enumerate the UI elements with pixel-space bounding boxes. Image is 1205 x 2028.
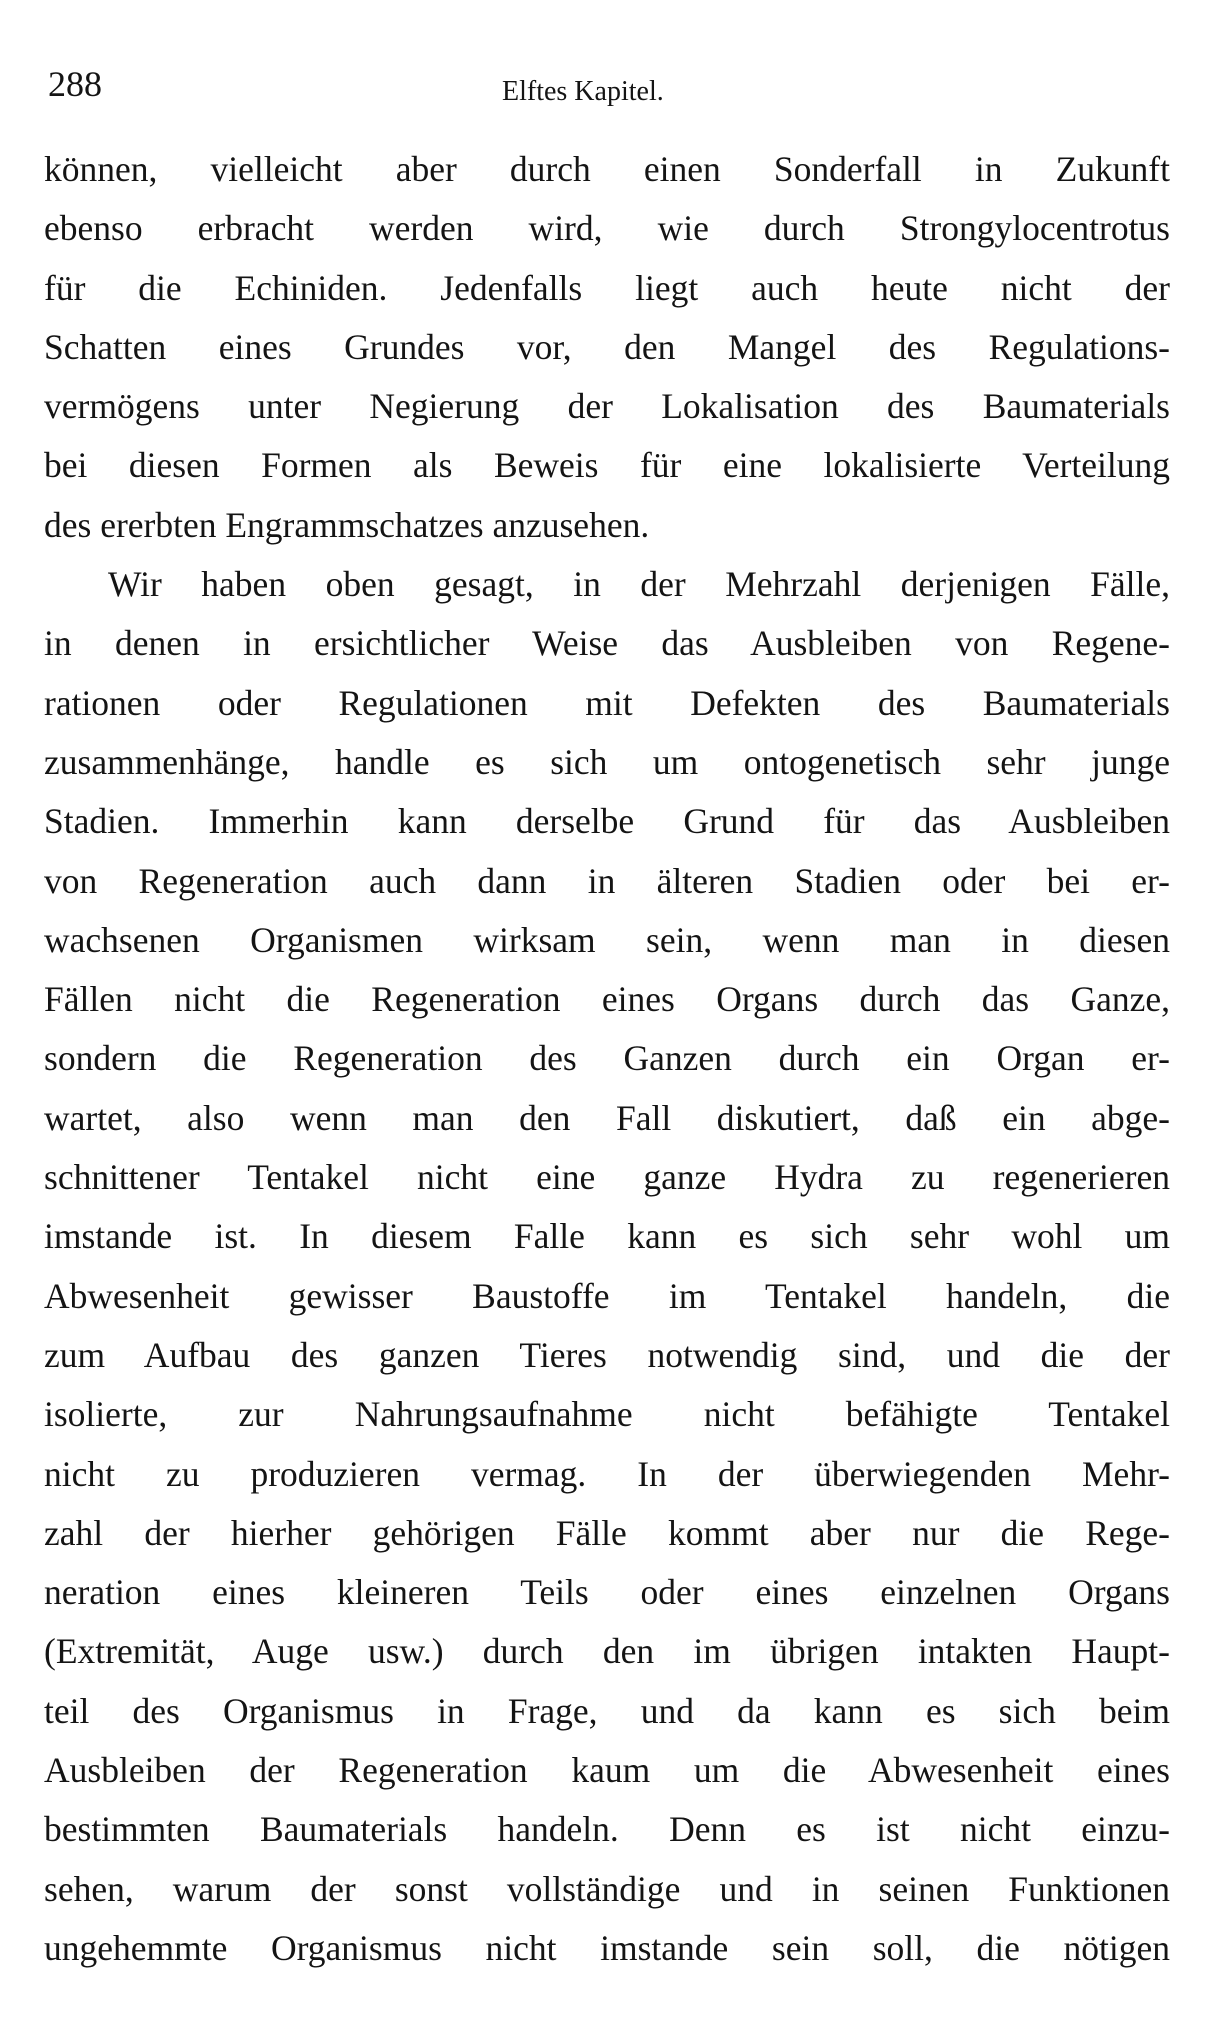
running-head: Elftes Kapitel. (502, 76, 664, 107)
text-line: vermögens unter Negierung der Lokalisation des Baumaterials (44, 386, 1170, 427)
text-line: von Regeneration auch dann in älteren Stadien oder bei er- (44, 860, 1170, 901)
text-line: neration eines kleineren Teils oder eines einzelnen Organs (44, 1572, 1170, 1613)
text-line: sehen, warum der sonst vollständige und in seinen Funktionen (44, 1868, 1170, 1909)
text-line: rationen oder Regulationen mit Defekten des Baumaterials (44, 682, 1170, 723)
text-line: isolierte, zur Nahrungsaufnahme nicht befähigte Tentakel (44, 1394, 1170, 1435)
text-line: des ererbten Engrammschatzes anzusehen. (44, 504, 650, 545)
text-line: wachsenen Organismen wirksam sein, wenn man in diesen (44, 919, 1170, 960)
text-line: zum Aufbau des ganzen Tieres notwendig sind, und die der (44, 1334, 1170, 1375)
text-line: Ausbleiben der Regeneration kaum um die Abwesenheit eines (44, 1750, 1170, 1791)
text-line: zahl der hierher gehörigen Fälle kommt aber nur die Rege- (44, 1512, 1170, 1553)
text-line: Fällen nicht die Regeneration eines Organs durch das Ganze, (44, 979, 1170, 1020)
text-line: Stadien. Immerhin kann derselbe Grund für das Ausbleiben (44, 801, 1170, 842)
text-line: Abwesenheit gewisser Baustoffe im Tentakel handeln, die (44, 1275, 1170, 1316)
page-number: 288 (48, 64, 102, 104)
text-line: wartet, also wenn man den Fall diskutiert, daß ein abge- (44, 1097, 1170, 1138)
text-line: imstande ist. In diesem Falle kann es sich sehr wohl um (44, 1216, 1170, 1257)
text-line: in denen in ersichtlicher Weise das Ausbleiben von Regene- (44, 623, 1170, 664)
text-line: bei diesen Formen als Beweis für eine lokalisierte Verteilung (44, 445, 1170, 486)
text-line: ebenso erbracht werden wird, wie durch Strongylocentrotus (44, 208, 1170, 249)
text-line: bestimmten Baumaterials handeln. Denn es ist nicht einzu- (44, 1809, 1170, 1850)
text-line: Schatten eines Grundes vor, den Mangel des Regulations- (44, 326, 1170, 367)
text-line: (Extremität, Auge usw.) durch den im übrigen intakten Haupt- (44, 1631, 1170, 1672)
page-header (48, 58, 1170, 108)
text-line: sondern die Regeneration des Ganzen durch ein Organ er- (44, 1038, 1170, 1079)
body-text (44, 140, 1170, 1978)
text-line: teil des Organismus in Frage, und da kann es sich beim (44, 1690, 1170, 1731)
text-line: ungehemmte Organismus nicht imstande sein soll, die nötigen (44, 1927, 1170, 1968)
text-line: nicht zu produzieren vermag. In der überwiegenden Mehr- (44, 1453, 1170, 1494)
text-line: schnittener Tentakel nicht eine ganze Hydra zu regenerieren (44, 1157, 1170, 1198)
text-line: Wir haben oben gesagt, in der Mehrzahl derjenigen Fälle, (108, 564, 1170, 605)
text-line: für die Echiniden. Jedenfalls liegt auch heute nicht der (44, 267, 1170, 308)
text-line: zusammenhänge, handle es sich um ontogenetisch sehr junge (44, 741, 1170, 782)
text-line: können, vielleicht aber durch einen Sonderfall in Zukunft (44, 149, 1170, 189)
